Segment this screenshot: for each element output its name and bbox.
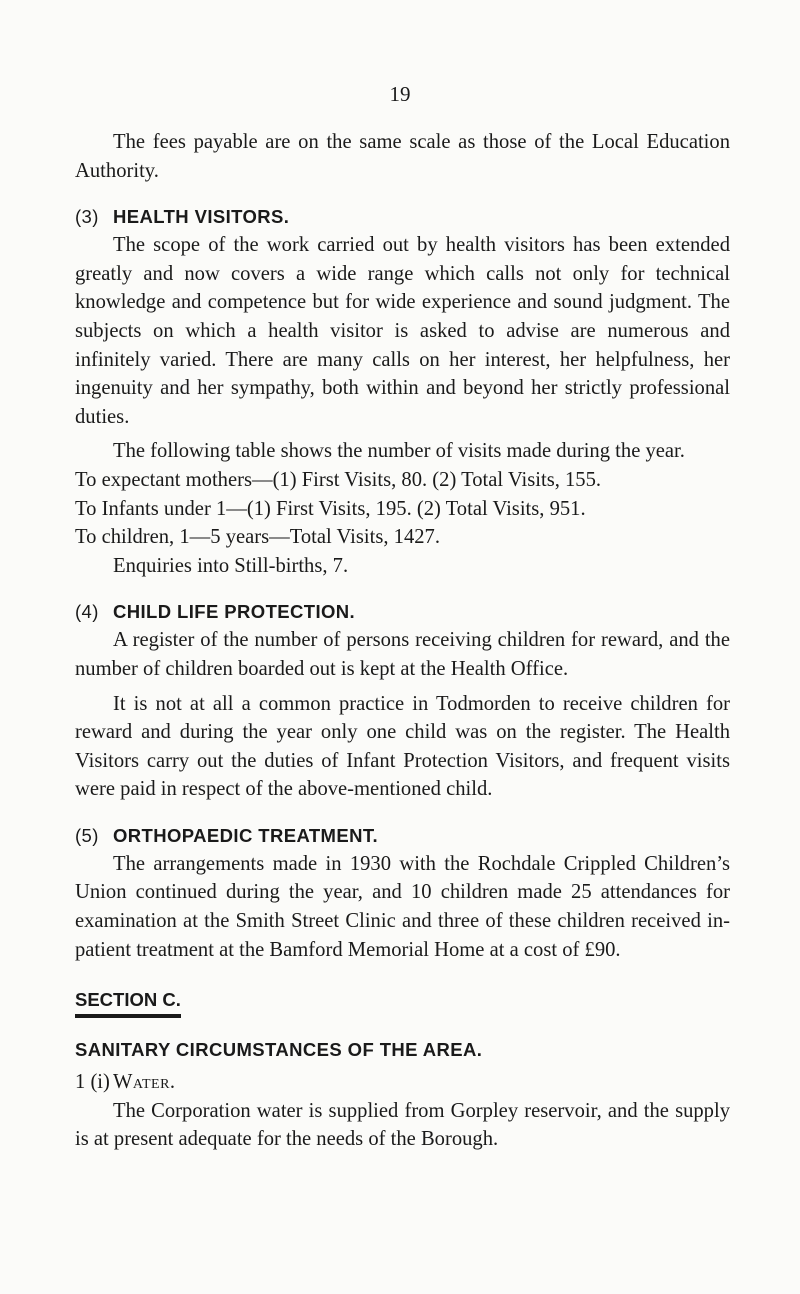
heading-title: ORTHOPAEDIC TREATMENT. — [113, 824, 379, 846]
visits-line: To Infants under 1—(1) First Visits, 195. (2) Total Visits, 951. — [75, 497, 586, 520]
section-heading: SECTION C. — [75, 988, 181, 1018]
health-visitors-scope-paragraph: The scope of the work carried out by health visitors has been extended greatly and now covers a wide range which calls not only for technical knowledge and competence but for wide experience and sound judgment. The subjects on which a health visitor is asked to advise are numerous and infinitely varied. There are many calls on her interest, her helpfulness, her ingenuity and her sympathy, both within and beyond her strictly professional duties. — [75, 234, 730, 428]
water-paragraph: The Corporation water is supplied from Gorpley reservoir, and the supply is at present adequate for the needs of the Borough. — [75, 1099, 730, 1151]
visits-line: To children, 1—5 years—Total Visits, 1427. — [75, 526, 440, 549]
heading-title: Water. — [113, 1071, 176, 1094]
practice-paragraph: It is not at all a common practice in Todmorden to receive children for reward and during the year only one child was on the register. The Health Visitors carry out the duties of Infant Protection Visitors, and frequent visits were paid in respect of the above-mentioned child. — [75, 692, 730, 801]
water-heading — [75, 1068, 730, 1097]
page-content — [75, 128, 730, 1154]
heading-number: (5) — [75, 824, 99, 846]
heading-number: 1 (i) — [75, 1071, 110, 1094]
child-life-protection-heading — [75, 598, 730, 626]
visits-line: Enquiries into Still-births, 7. — [113, 554, 349, 577]
visits-line: To expectant mothers—(1) First Visits, 80. (2) Total Visits, 155. — [75, 468, 602, 491]
fees-paragraph: The fees payable are on the same scale as those of the Local Education Authority. — [75, 131, 730, 182]
heading-number: (4) — [75, 601, 99, 623]
orthopaedic-paragraph: The arrangements made in 1930 with the Rochdale Crippled Children’s Union continued during the year, and 10 children made 25 attendances for examination at the Smith Street Clinic and three of these children received in-patient treatment at the Bamford Memorial Home at a cost of £90. — [75, 852, 730, 961]
health-visitors-heading — [75, 203, 730, 231]
visits-table-intro: The following table shows the number of visits made during the year. — [113, 440, 685, 463]
register-paragraph: A register of the number of persons receiving children for reward, and the number of children boarded out is kept at the Health Office. — [75, 629, 730, 680]
visits-list — [75, 466, 730, 580]
heading-title: CHILD LIFE PROTECTION. — [113, 601, 356, 623]
sanitary-heading: SANITARY CIRCUMSTANCES OF THE AREA. — [75, 1039, 483, 1061]
heading-title: HEALTH VISITORS. — [113, 206, 290, 228]
page-number: 19 — [389, 82, 411, 106]
orthopaedic-heading — [75, 822, 730, 850]
heading-number: (3) — [75, 206, 99, 228]
